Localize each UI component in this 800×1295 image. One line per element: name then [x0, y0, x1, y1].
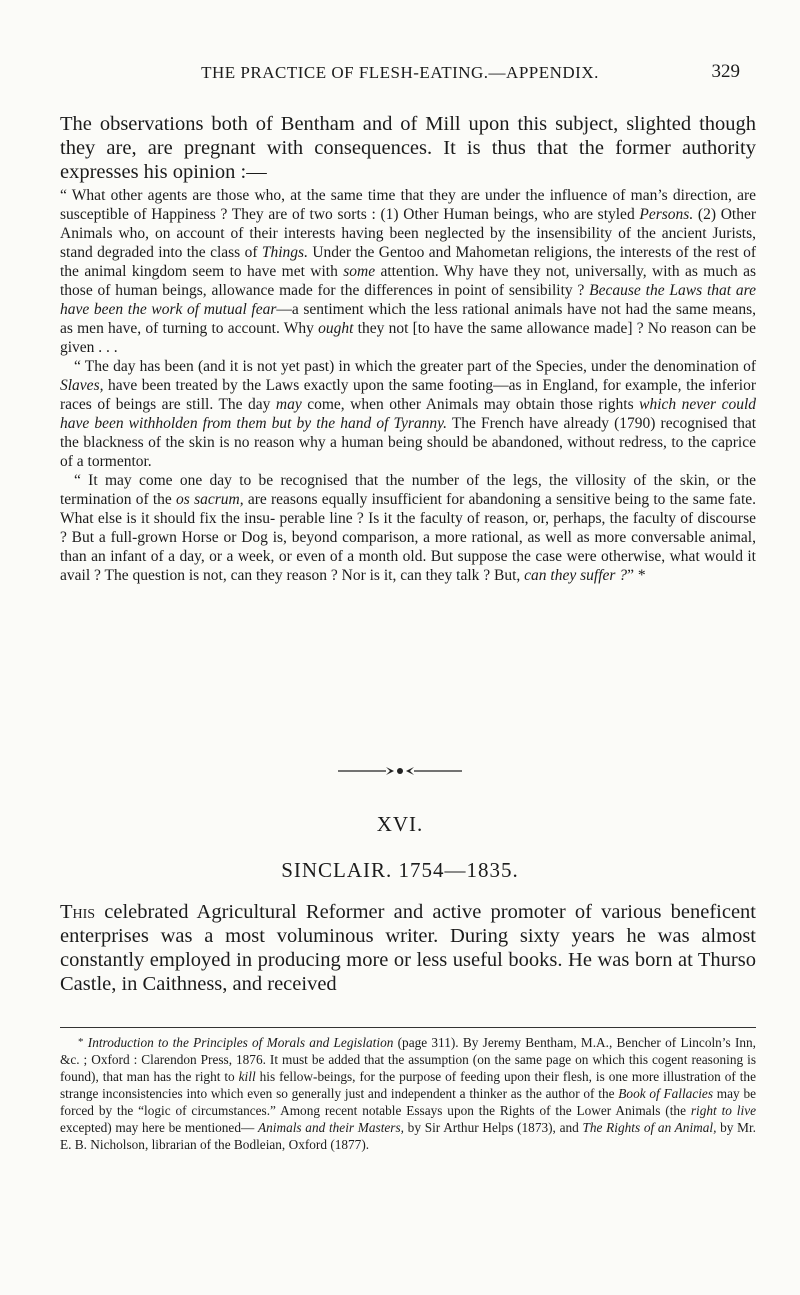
quote-paragraph-3: “ It may come one day to be recognised that the number of the legs, the villosity of the skin, or the termination of the os sacrum, are reasons equally insufficient for abandoning a sensitive being to the same fate. What else is it should fix the insu- perable line ? Is it the faculty of reason, or, perhaps, the faculty of discourse ? But a full-grown Horse or Dog is, beyond comparison, a more rational, as well as more conversable animal, than an infant of a day, or a week, or even of a month old. But suppose the case were otherwise, what would it avail ? The question is not, can they reason ? Nor is it, can they talk ? But, can they suffer ?” *: [60, 472, 756, 584]
footnote-marker: *: [78, 1036, 84, 1048]
intro-paragraph: The observations both of Bentham and of Mill upon this subject, slighted though they are, are pregnant with consequences. It is thus that the former authority expresses his opinion :—: [60, 113, 757, 183]
section-number: XVI.: [376, 812, 424, 836]
section-title: SINCLAIR. 1754—1835.: [281, 858, 519, 882]
running-head: THE PRACTICE OF FLESH-EATING.—APPENDIX.: [201, 63, 599, 82]
bentham-quotation: [60, 186, 756, 585]
page-number: 329: [711, 61, 740, 82]
footnote-rule: [60, 1027, 756, 1028]
quote-paragraph-1: “ What other agents are those who, at the same time that they are under the influence of man’s direction, are susceptible of Happiness ? They are of two sorts : (1) Other Human beings, who are styled Persons. (2) Other Animals who, on account of their interests having been neglected by the insensibility of the ancient Jurists, stand degraded into the class of Things. Under the Gentoo and Mahometan religions, the interests of the rest of the animal kingdom seem to have met with some attention. Why have they not, universally, with as much as those of human beings, allowance made for the differences in point of sensibility ? Because the Laws that are have been the work of mutual fear—a sentiment which the less rational animals have not had the same means, as men have, of turning to account. Why ought they not [to have the same allowance made] ? No reason can be given . . .: [60, 187, 757, 356]
footnote: * Introduction to the Principles of Morals and Legislation (page 311). By Jeremy Bentham, M.A., Bencher of Lincoln’s Inn, &c. ; Oxford : Clarendon Press, 1876. It must be added that the assumption (on the same page on which this cogent reasoning is found), that man has the right to kill his fellow-beings, for the purpose of feeding upon their flesh, is one more illustration of the strange inconsistencies into which even so generally just and independent a thinker as the author of the Book of Fallacies may be forced by the “logic of circumstances.” Among recent notable Essays upon the Rights of the Lower Animals (the right to live excepted) may here be mentioned— Animals and their Masters, by Sir Arthur Helps (1873), and The Rights of an Animal, by Mr. E. B. Nicholson, librarian of the Bodleian, Oxford (1877).: [60, 1035, 757, 1152]
section-divider-ornament: [338, 765, 462, 777]
sinclair-paragraph: This celebrated Agricultural Reformer and active promoter of various beneficent enterprises was a most voluminous writer. During sixty years he was almost constantly employed in producing more or less useful books. He was born at Thurso Castle, in Caithness, and received: [60, 901, 756, 995]
quote-paragraph-2: “ The day has been (and it is not yet past) in which the greater part of the Species, under the denomination of Slaves, have been treated by the Laws exactly upon the same footing—as in England, for example, the inferior races of beings are still. The day may come, when other Animals may obtain those rights which never could have been withholden from them but by the hand of Tyranny. The French have already (1790) recognised that the blackness of the skin is no reason why a human being should be abandoned, without redress, to the caprice of a tormentor.: [60, 358, 757, 470]
small-caps-opening: This: [60, 901, 96, 923]
